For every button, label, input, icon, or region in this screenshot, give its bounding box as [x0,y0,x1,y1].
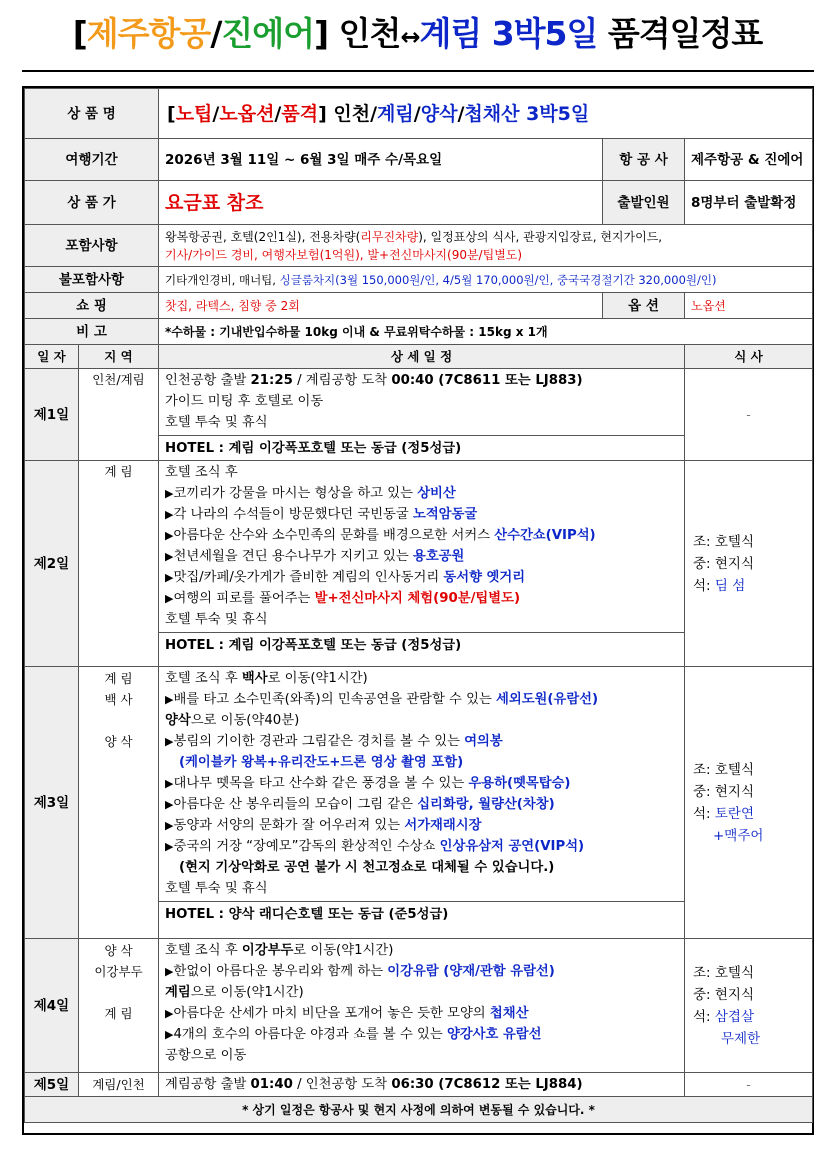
included-label: 포함사항 [25,225,159,267]
destination: 계림 [165,985,191,1000]
detail-line [165,836,678,857]
day-row [25,939,813,1073]
detail-text: 아름다운 산 봉우리들의 모습이 그림 같은 [173,797,418,812]
detail-line [165,982,678,1003]
detail-line: 호텔 조식 후 [165,465,238,480]
detail-line [165,940,678,961]
meal-breakfast: 조: 호텔식 [693,964,755,981]
included-line-2: 기사/가이드 경비, 여행자보험(1억원), 발+전신마사지(90분/팁별도) [165,247,523,262]
title-divider [22,70,814,72]
weather-note: (현지 기상악화로 공연 불가 시 천고정쇼로 대체될 수 있습니다.) [179,860,555,875]
pn-diecaishan: 첩채산 [464,102,520,125]
region: 인천/계림 [79,369,159,461]
detail-text: 여행의 피로를 풀어주는 [173,591,315,606]
region [79,667,159,939]
excluded-text: 기타개인경비, 매너팁, [165,272,280,287]
pn-slash: / [413,102,421,125]
hotel-info: HOTEL : 계림 이강폭포호텔 또는 동급 (정5성급) [159,632,684,656]
included-text: 왕복항공권, 호텔(2인1실), 전용차량( [165,229,361,244]
detail-text: 아름다운 산수와 소수민족의 문화를 배경으로한 서커스 [173,528,495,543]
day-detail [159,369,685,461]
day-detail [159,939,685,1073]
pn-slash: / [212,102,220,125]
shopping-label: 쇼 핑 [25,293,159,319]
triangle-bullet-icon: ▶ [165,840,174,853]
triangle-bullet-icon: ▶ [165,571,174,584]
day-detail [159,667,685,939]
detail-text: 각 나라의 수석들이 방문했다던 국빈동굴 [173,507,413,522]
attraction: 용호공원 [412,549,465,564]
triangle-bullet-icon: ▶ [165,777,174,790]
day-label: 제3일 [25,667,79,939]
option-label: 옵 션 [603,293,685,319]
attraction: 첩채산 [489,1006,529,1021]
meal-breakfast: 조: 호텔식 [693,533,755,550]
detail-text: / 인천공항 도착 [292,1077,392,1092]
pn-yangshuo: 양삭 [420,102,458,125]
detail-line [165,483,678,504]
detail-line [165,588,678,609]
price-label: 상 품 가 [25,181,159,225]
pn-guilin: 계림 [377,102,414,125]
region-line: 백 사 [104,692,133,707]
pn-duration: 3박5일 [526,102,590,125]
title-route-from: 인천 [328,14,401,53]
meal-lunch: 중: 현지식 [693,986,755,1003]
meal-dinner-extra: 무제한 [721,1030,761,1047]
triangle-bullet-icon: ▶ [165,693,174,706]
destination: 양삭 [165,713,191,728]
triangle-bullet-icon: ▶ [165,735,174,748]
region-spacer [85,982,152,1003]
day-label: 제2일 [25,461,79,667]
detail-text: 으로 이동(약40분) [190,713,300,728]
triangle-bullet-icon: ▶ [165,798,174,811]
detail-time: 00:40 (7C8611 또는 LJ883) [391,373,583,388]
destination: 백사 [241,671,268,686]
region-spacer [85,710,152,731]
airline-value: 제주항공 & 진에어 [685,139,813,181]
col-detail-header: 상 세 일 정 [159,345,685,369]
detail-line: 호텔 투숙 및 휴식 [165,881,268,896]
detail-text: 아름다운 산세가 마치 비단을 포개어 놓은 듯한 모양의 [173,1006,490,1021]
itinerary-table [24,88,813,1123]
region-line: 양 삭 [104,734,133,749]
detail-line: 호텔 투숙 및 휴식 [165,612,268,627]
triangle-bullet-icon: ▶ [165,965,174,978]
attraction-note: (케이블카 왕복+유리잔도+드론 영상 촬영 포함) [179,755,464,770]
attraction: 산수간쇼(VIP석) [494,528,596,543]
detail-text: 한없이 아름다운 봉우리와 함께 하는 [173,964,388,979]
triangle-bullet-icon: ▶ [165,550,174,563]
day-detail [159,1073,685,1097]
detail-line [165,815,678,836]
col-meal-header: 식 사 [685,345,813,369]
day-label: 제4일 [25,939,79,1073]
detail-line [165,525,678,546]
detail-line [165,567,678,588]
meal-info: - [685,1073,813,1097]
shopping-value: 찻집, 라텍스, 침향 중 2회 [159,293,603,319]
product-name-label: 상 품 명 [25,89,159,139]
detail-time: 01:40 [250,1077,293,1092]
detail-text: 동양과 서양의 문화가 잘 어우러져 있는 [173,818,405,833]
detail-text: 맛집/카페/옷가게가 즐비한 계림의 인사동거리 [173,570,444,585]
detail-text: 천년세월을 견딘 용수나무가 지키고 있는 [173,549,413,564]
region-line: 양 삭 [104,943,133,958]
detail-text: 계림공항 출발 [165,1077,251,1092]
meal-info [685,667,813,939]
single-room-charge: 싱글룸차지(3월 150,000원/인, 4/5월 170,000원/인, 중국국경절기간 320,000원/인) [279,272,717,287]
price-value: 요금표 참조 [159,181,603,225]
period-label: 여행기간 [25,139,159,181]
day-row [25,369,813,461]
pn-slash: / [457,102,465,125]
detail-text: 중국의 거장 “장예모”감독의 환상적인 수상쇼 [173,839,440,854]
title-slash: / [210,14,222,53]
attraction: 양강사호 유람선 [446,1027,542,1042]
attraction: 십리화랑, 월량산(차창) [417,797,555,812]
col-region-header: 지 역 [79,345,159,369]
detail-text: 4개의 호수의 아름다운 야경과 쇼를 볼 수 있는 [173,1027,447,1042]
product-name-value [159,89,813,139]
meal-breakfast: 조: 호텔식 [693,761,755,778]
detail-time: 06:30 (7C8612 또는 LJ884) [391,1077,583,1092]
departure-label: 출발인원 [603,181,685,225]
meal-dinner-label: 석: [693,1008,715,1025]
meal-dinner [693,803,806,825]
day-label: 제5일 [25,1073,79,1097]
hotel-info: HOTEL : 양삭 래디슨호텔 또는 동급 (준5성급) [159,901,684,925]
meal-info [685,939,813,1073]
region-line: 이강부두 [94,964,143,979]
triangle-bullet-icon: ▶ [165,1007,174,1020]
day-row [25,1073,813,1097]
meal-dinner [693,575,806,597]
attraction: 이강유람 (양재/관함 유람선) [387,964,555,979]
meal-dinner-label: 석: [693,577,715,594]
region [79,939,159,1073]
pn-bracket: [ [167,102,176,125]
title-bracket-open: [ [72,14,87,53]
detail-line [165,1074,678,1095]
detail-time: 21:25 [250,373,293,388]
excluded-label: 불포함사항 [25,267,159,293]
day-row [25,461,813,667]
detail-text: 대나무 뗏목을 타고 산수화 같은 풍경을 볼 수 있는 [173,776,469,791]
detail-line [165,773,678,794]
detail-line [165,1024,678,1045]
detail-line: 공항으로 이동 [165,1048,247,1063]
detail-line [165,1003,678,1024]
airline-label: 항 공 사 [603,139,685,181]
included-text: ), 일정표상의 식사, 관광지입장료, 현지가이드, [418,229,663,244]
pn-notip: 노팁 [175,102,213,125]
triangle-bullet-icon: ▶ [165,592,174,605]
note-label: 비 고 [25,319,159,345]
attraction: 상비산 [417,486,456,501]
page-title [0,0,835,68]
triangle-bullet-icon: ▶ [165,508,174,521]
detail-line [165,731,678,752]
meal-info: - [685,369,813,461]
title-arrow-icon: ↔ [400,23,420,51]
detail-text: 으로 이동(약1시간) [190,985,304,1000]
meal-dinner [693,1006,806,1028]
triangle-bullet-icon: ▶ [165,1028,174,1041]
day-detail [159,461,685,667]
col-day-header: 일 자 [25,345,79,369]
destination: 이강부두 [241,943,294,958]
detail-line [165,961,678,982]
detail-line: 호텔 투숙 및 휴식 [165,415,268,430]
day-row [25,667,813,939]
meal-dinner-value: 딤 섬 [714,577,746,594]
attraction: 세외도원(유람선) [496,692,599,707]
meal-dinner-value: 토란연 [714,805,755,822]
included-limousine: 리무진차량 [360,229,419,244]
included-line-1 [165,228,806,246]
detail-line [165,689,678,710]
triangle-bullet-icon: ▶ [165,487,174,500]
excluded-value [159,267,813,293]
attraction: 여의봉 [464,734,503,749]
title-airline-jinair: 진에어 [221,14,315,53]
departure-value: 8명부터 출발확정 [685,181,813,225]
region-line: 계 림 [104,1006,133,1021]
pn-nooption: 노옵션 [219,102,275,125]
detail-line [165,668,678,689]
meal-dinner-value: 삼겹살 [714,1008,755,1025]
title-route-to: 계림 3박5일 [419,14,598,53]
attraction: 동서향 옛거리 [443,570,526,585]
detail-line: 가이드 미팅 후 호텔로 이동 [165,394,324,409]
attraction: 노적암동굴 [412,507,478,522]
detail-line [165,504,678,525]
detail-line [165,546,678,567]
included-value [159,225,813,267]
note-value: *수하물 : 기내반입수하물 10kg 이내 & 무료위탁수하물 : 15kg x 1개 [159,319,813,345]
detail-text: 봉림의 기이한 경관과 그림같은 경치를 볼 수 있는 [173,734,465,749]
detail-line [165,857,678,878]
attraction: 서가재래시장 [404,818,482,833]
region-line: 계 림 [104,671,133,686]
day-label: 제1일 [25,369,79,461]
detail-text: 인천공항 출발 [165,373,251,388]
pn-incheon: ] 인천/ [318,102,378,125]
period-value: 2026년 3월 11일 ~ 6월 3일 매주 수/목요일 [159,139,603,181]
meal-info [685,461,813,667]
detail-line [165,752,678,773]
region: 계림/인천 [79,1073,159,1097]
detail-text: 코끼리가 강물을 마시는 형상을 하고 있는 [173,486,418,501]
meal-lunch: 중: 현지식 [693,555,755,572]
meal-dinner-label: 석: [693,805,715,822]
title-airline-jeju: 제주항공 [86,14,211,53]
detail-text: 배를 타고 소수민족(와족)의 민속공연을 관람할 수 있는 [173,692,497,707]
detail-text: 로 이동(약1시간) [267,671,368,686]
attraction: 우용하(뗏목탑승) [468,776,571,791]
pn-premium: 품격 [281,102,319,125]
detail-line [165,370,678,391]
attraction: 발+전신마사지 체험(90분/팁별도) [314,591,521,606]
triangle-bullet-icon: ▶ [165,819,174,832]
detail-text: / 계림공항 도착 [292,373,392,388]
detail-text: 호텔 조식 후 [165,943,242,958]
pn-slash: / [274,102,282,125]
meal-dinner-extra: +맥주어 [713,827,764,844]
option-value: 노옵션 [685,293,813,319]
title-bracket-close: ] [314,14,329,53]
region: 계 림 [79,461,159,667]
title-suffix: 품격일정표 [597,14,763,53]
hotel-info: HOTEL : 계림 이강폭포호텔 또는 동급 (정5성급) [159,435,684,459]
meal-lunch: 중: 현지식 [693,783,755,800]
attraction: 인상유삼저 공연(VIP석) [439,839,585,854]
detail-line [165,794,678,815]
footer-note: * 상기 일정은 항공사 및 현지 사정에 의하여 변동될 수 있습니다. * [25,1097,813,1123]
triangle-bullet-icon: ▶ [165,529,174,542]
detail-line [165,710,678,731]
detail-text: 호텔 조식 후 [165,671,242,686]
detail-text: 로 이동(약1시간) [293,943,394,958]
